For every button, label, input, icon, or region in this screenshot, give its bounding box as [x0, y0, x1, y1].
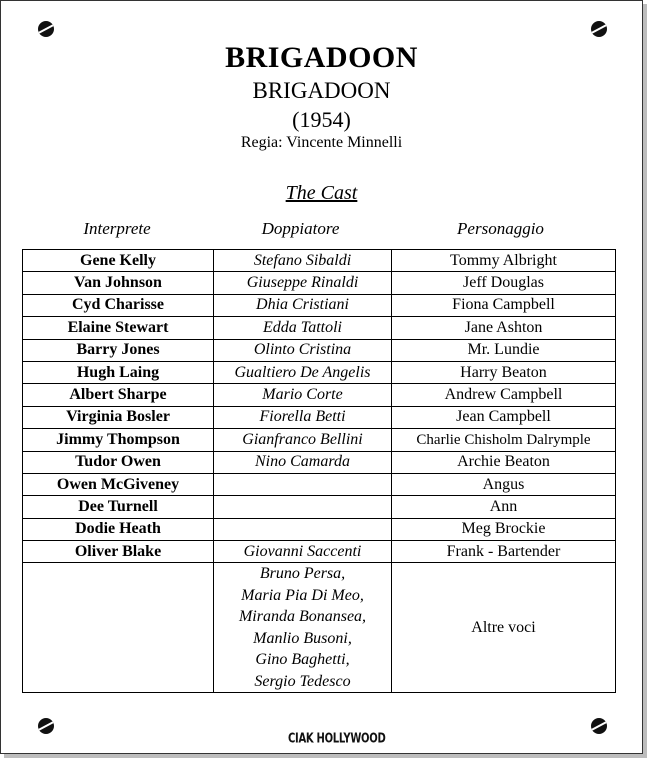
- screw-icon: [38, 21, 54, 37]
- character-cell: Fiona Campbell: [392, 294, 616, 316]
- actor-cell: Owen McGiveney: [23, 473, 214, 495]
- actor-cell: Hugh Laing: [23, 361, 214, 383]
- character-cell: Archie Beaton: [392, 451, 616, 473]
- voice-name: Miranda Bonansea,: [238, 608, 367, 626]
- table-row: [23, 339, 616, 361]
- character-cell: Tommy Albright: [392, 250, 616, 272]
- screw-icon: [591, 718, 607, 734]
- character-cell: Frank - Bartender: [392, 541, 616, 563]
- dubber-cell: Olinto Cristina: [214, 339, 392, 361]
- director: Regia: Vincente Minnelli: [240, 134, 403, 151]
- table-row: [23, 361, 616, 383]
- dubber-cell: [214, 496, 392, 518]
- screw-icon: [38, 718, 54, 734]
- character-cell: Harry Beaton: [392, 361, 616, 383]
- dubber-cell: Giovanni Saccenti: [214, 541, 392, 563]
- actor-cell: Barry Jones: [23, 339, 214, 361]
- voice-name: Maria Pia Di Meo,: [241, 586, 364, 604]
- actor-cell: [23, 563, 214, 692]
- actor-cell: Oliver Blake: [23, 541, 214, 563]
- film-year: (1954): [292, 107, 351, 132]
- dubber-cell: Nino Camarda: [214, 451, 392, 473]
- dubber-cell: [214, 518, 392, 540]
- voice-name: Gino Baghetti,: [255, 651, 350, 669]
- table-row: [23, 473, 616, 495]
- character-cell: Andrew Campbell: [392, 384, 616, 406]
- cast-table-body: [23, 250, 616, 693]
- table-row: [23, 451, 616, 473]
- voice-name: Manlio Busoni,: [253, 629, 352, 647]
- character-cell: Meg Brockie: [392, 518, 616, 540]
- film-title: BRIGADOON: [225, 41, 418, 74]
- actor-cell: Dee Turnell: [23, 496, 214, 518]
- actor-cell: Gene Kelly: [23, 250, 214, 272]
- table-row: [23, 429, 616, 451]
- character-cell: Jane Ashton: [392, 317, 616, 339]
- character-cell: Altre voci: [392, 563, 616, 692]
- voice-name: Bruno Persa,: [259, 565, 346, 583]
- dubber-cell: Giuseppe Rinaldi: [214, 272, 392, 294]
- actor-cell: Dodie Heath: [23, 518, 214, 540]
- actor-cell: Van Johnson: [23, 272, 214, 294]
- actor-cell: Tudor Owen: [23, 451, 214, 473]
- dubber-cell: Gianfranco Bellini: [214, 429, 392, 451]
- table-row: [23, 518, 616, 540]
- actor-cell: Cyd Charisse: [23, 294, 214, 316]
- table-row: [23, 541, 616, 563]
- character-cell: Jean Campbell: [392, 406, 616, 428]
- table-row-other-voices: [23, 563, 616, 692]
- dubber-cell: Gualtiero De Angelis: [214, 361, 392, 383]
- dubber-cell: [214, 563, 392, 692]
- screw-icon: [591, 21, 607, 37]
- table-row: [23, 317, 616, 339]
- dubber-cell: Dhia Cristiani: [214, 294, 392, 316]
- voice-name: Sergio Tedesco: [254, 672, 351, 690]
- section-title: The Cast: [285, 182, 358, 204]
- actor-cell: Jimmy Thompson: [23, 429, 214, 451]
- column-header-actor: Interprete: [83, 219, 151, 238]
- character-cell: Ann: [392, 496, 616, 518]
- column-header-character: Personaggio: [457, 219, 544, 238]
- actor-cell: Albert Sharpe: [23, 384, 214, 406]
- character-cell: Mr. Lundie: [392, 339, 616, 361]
- table-row: [23, 294, 616, 316]
- character-cell: Angus: [392, 473, 616, 495]
- column-header-dubber: Doppiatore: [261, 219, 340, 238]
- table-row: [23, 250, 616, 272]
- table-row: [23, 384, 616, 406]
- table-row: [23, 406, 616, 428]
- dubber-cell: Stefano Sibaldi: [214, 250, 392, 272]
- character-cell: Jeff Douglas: [392, 272, 616, 294]
- character-cell: Charlie Chisholm Dalrymple: [392, 429, 616, 451]
- actor-cell: Elaine Stewart: [23, 317, 214, 339]
- table-row: [23, 272, 616, 294]
- dubber-cell: Edda Tattoli: [214, 317, 392, 339]
- dubber-cell: Mario Corte: [214, 384, 392, 406]
- cast-table: [22, 249, 616, 693]
- dubber-cell: Fiorella Betti: [214, 406, 392, 428]
- table-row: [23, 496, 616, 518]
- actor-cell: Virginia Bosler: [23, 406, 214, 428]
- dubber-cell: [214, 473, 392, 495]
- ciak-hollywood-logo: CIAK HOLLYWOOD: [288, 732, 386, 747]
- original-title: BRIGADOON: [252, 78, 391, 103]
